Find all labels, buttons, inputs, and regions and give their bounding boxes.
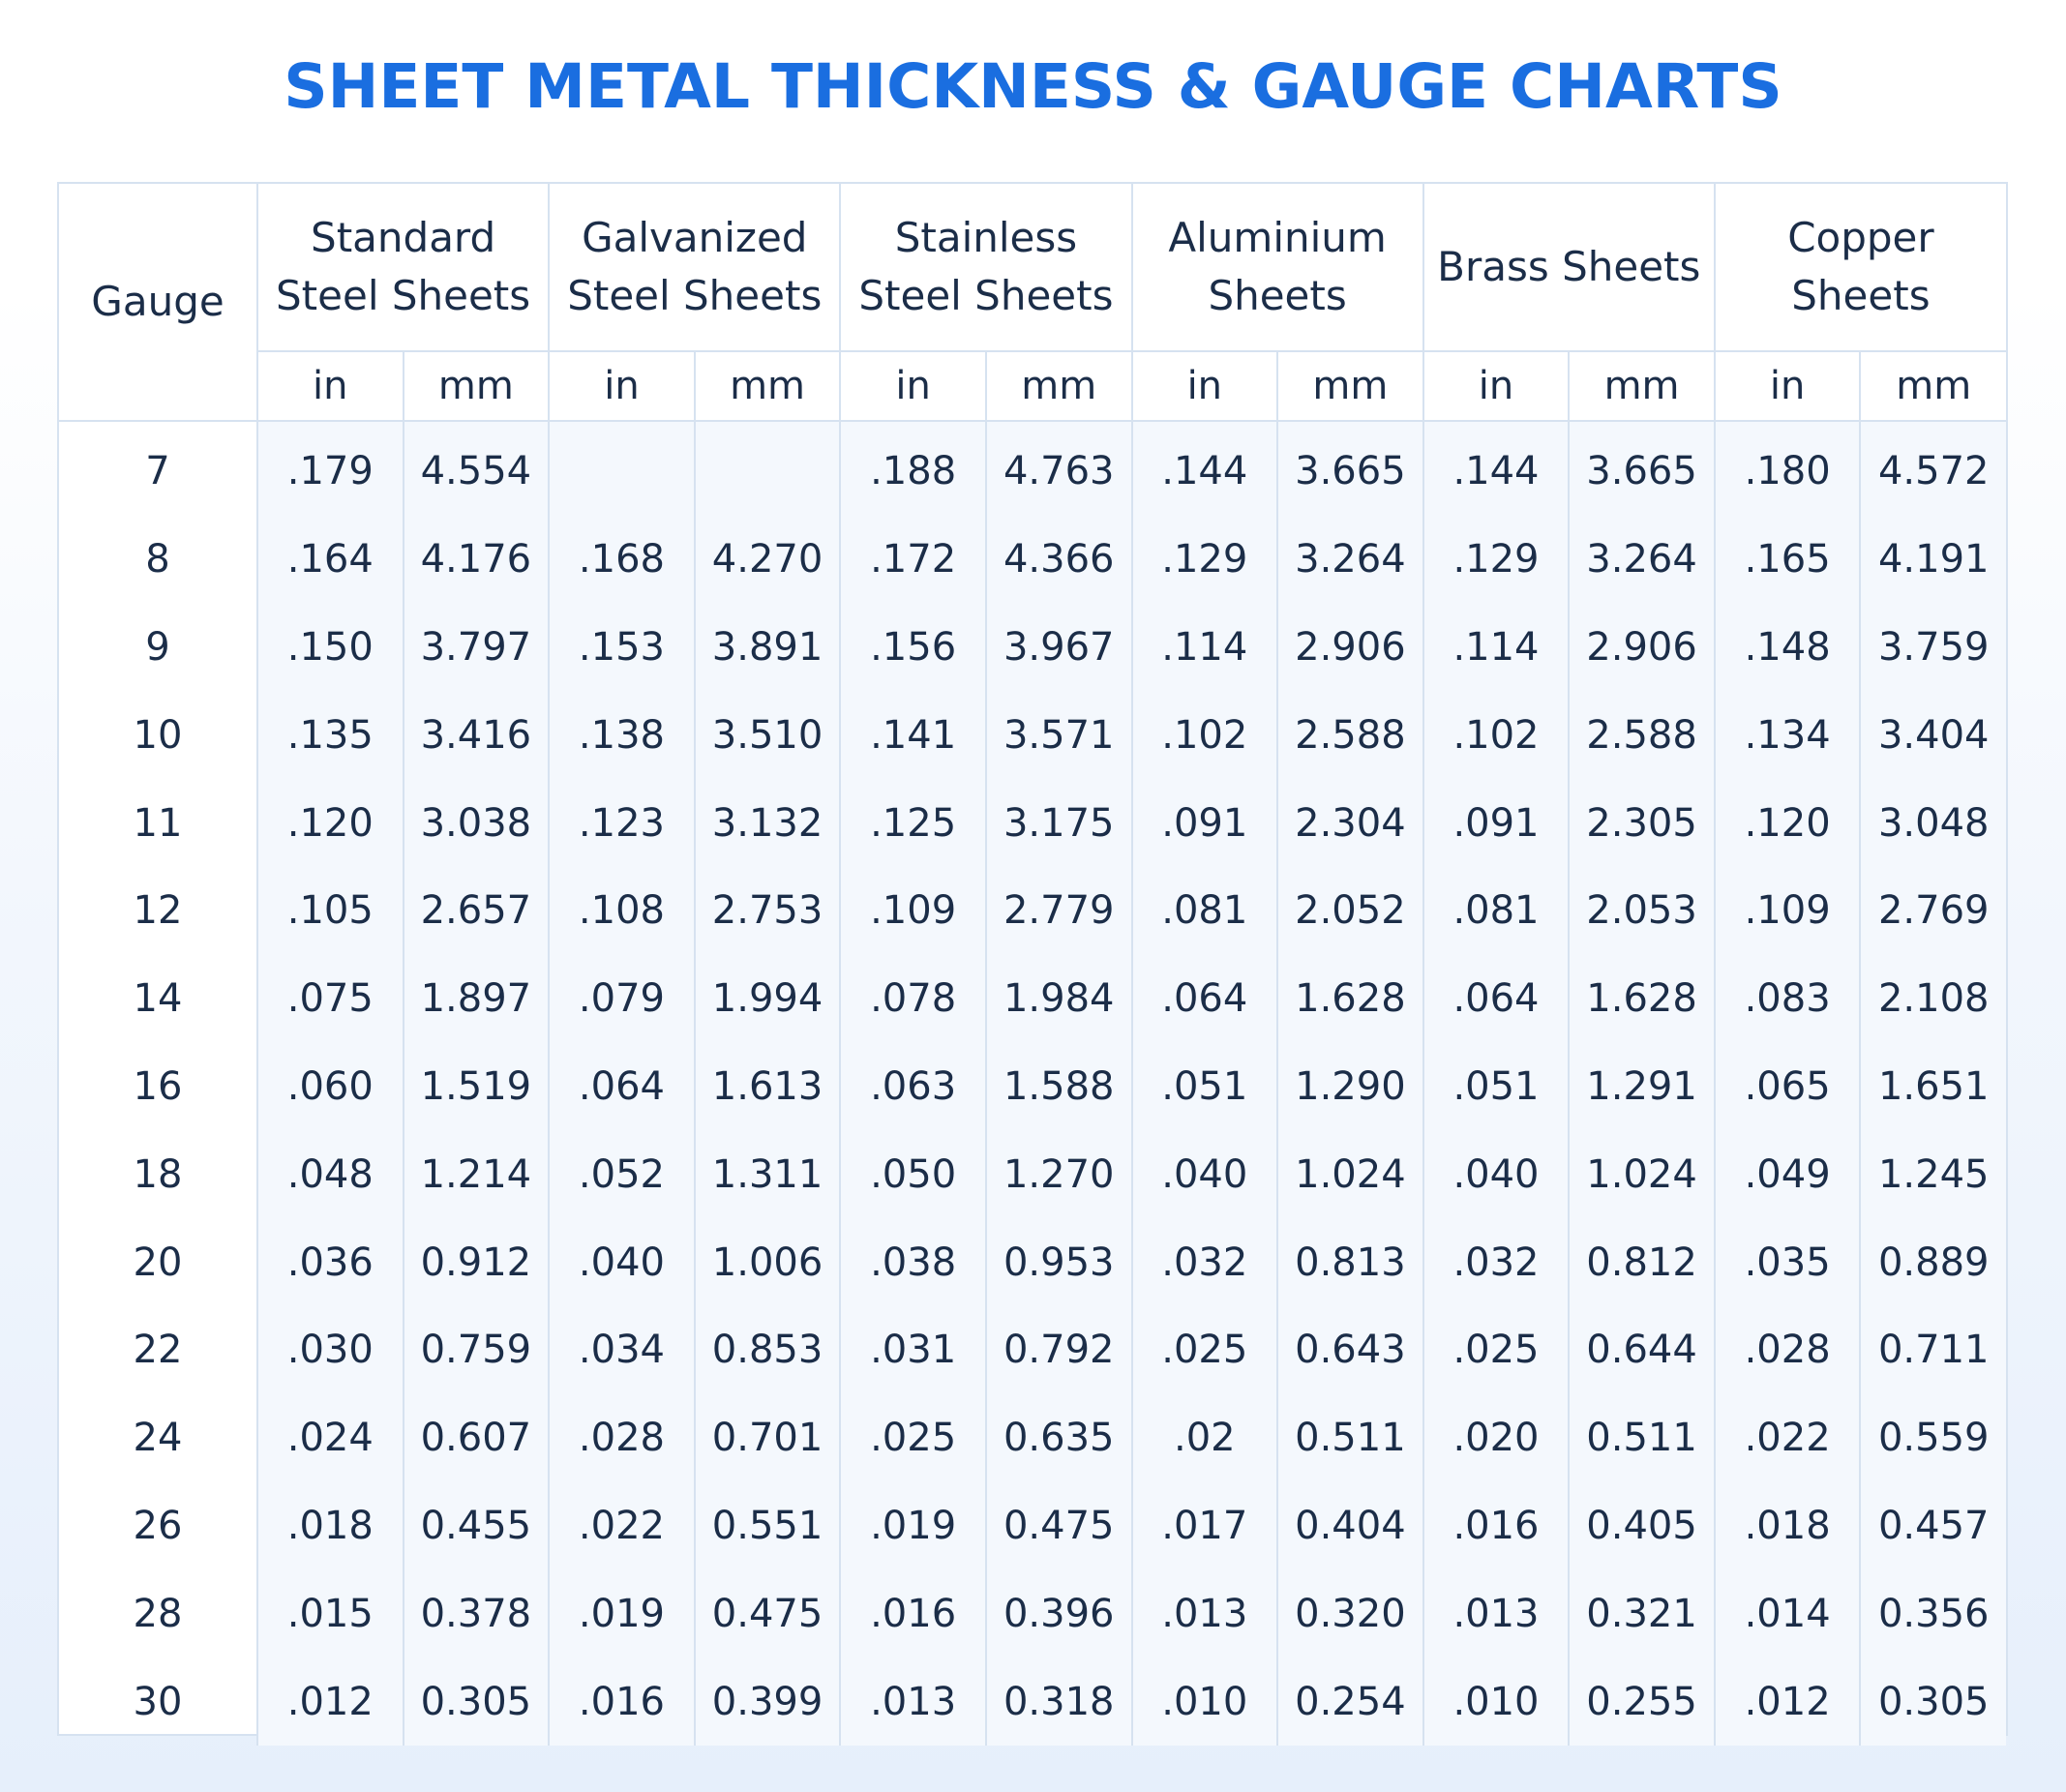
gauge-cell: 10 <box>59 691 257 779</box>
thickness-mm-cell: 1.214 <box>404 1130 550 1218</box>
thickness-mm-cell: 1.651 <box>1860 1043 2006 1131</box>
thickness-mm-cell: 3.665 <box>1277 421 1423 516</box>
thickness-in-cell: .102 <box>1423 691 1570 779</box>
thickness-mm-cell: 3.264 <box>1569 516 1715 604</box>
thickness-in-cell: .156 <box>840 604 986 692</box>
thickness-mm-cell: 3.759 <box>1860 604 2006 692</box>
thickness-in-cell: .168 <box>549 516 695 604</box>
thickness-in-cell: .025 <box>1423 1306 1570 1394</box>
thickness-mm-cell: 3.264 <box>1277 516 1423 604</box>
thickness-in-cell: .048 <box>257 1130 404 1218</box>
table-row <box>59 604 2006 692</box>
header-line: Steel Sheets <box>567 272 823 319</box>
thickness-in-cell: .150 <box>257 604 404 692</box>
unit-header: in <box>257 351 404 421</box>
table-row <box>59 1569 2006 1658</box>
thickness-in-cell: .081 <box>1423 867 1570 955</box>
thickness-in-cell: .064 <box>549 1043 695 1131</box>
thickness-in-cell: .019 <box>840 1482 986 1570</box>
header-line: Stainless <box>894 214 1078 261</box>
thickness-in-cell: .016 <box>1423 1482 1570 1570</box>
thickness-in-cell: .123 <box>549 779 695 867</box>
thickness-in-cell: .134 <box>1715 691 1861 779</box>
thickness-in-cell: .025 <box>840 1394 986 1482</box>
thickness-in-cell: .120 <box>257 779 404 867</box>
thickness-mm-cell: 0.711 <box>1860 1306 2006 1394</box>
header-line: Copper <box>1787 214 1934 261</box>
table-row <box>59 1394 2006 1482</box>
thickness-in-cell: .013 <box>1132 1569 1278 1658</box>
thickness-in-cell: .032 <box>1132 1218 1278 1306</box>
thickness-in-cell: .172 <box>840 516 986 604</box>
thickness-mm-cell: 0.305 <box>1860 1658 2006 1746</box>
header-line: Sheets <box>1791 272 1931 319</box>
header-line: Brass Sheets <box>1437 243 1701 290</box>
thickness-in-cell: .141 <box>840 691 986 779</box>
thickness-in-cell: .024 <box>257 1394 404 1482</box>
thickness-in-cell: .153 <box>549 604 695 692</box>
thickness-mm-cell: 2.906 <box>1569 604 1715 692</box>
gauge-cell: 16 <box>59 1043 257 1131</box>
thickness-in-cell: .108 <box>549 867 695 955</box>
thickness-in-cell: .129 <box>1423 516 1570 604</box>
table-row <box>59 867 2006 955</box>
thickness-mm-cell: 4.554 <box>404 421 550 516</box>
thickness-mm-cell: 1.984 <box>986 955 1132 1043</box>
thickness-mm-cell: 3.404 <box>1860 691 2006 779</box>
thickness-in-cell: .065 <box>1715 1043 1861 1131</box>
thickness-in-cell: .020 <box>1423 1394 1570 1482</box>
thickness-mm-cell: 3.132 <box>695 779 841 867</box>
header-line: Aluminium <box>1168 214 1387 261</box>
thickness-in-cell: .083 <box>1715 955 1861 1043</box>
unit-header: in <box>549 351 695 421</box>
thickness-mm-cell: 1.897 <box>404 955 550 1043</box>
thickness-in-cell: .052 <box>549 1130 695 1218</box>
thickness-in-cell: .049 <box>1715 1130 1861 1218</box>
thickness-mm-cell: 2.053 <box>1569 867 1715 955</box>
thickness-mm-cell: 1.519 <box>404 1043 550 1131</box>
thickness-in-cell: .013 <box>1423 1569 1570 1658</box>
page-title: SHEET METAL THICKNESS & GAUGE CHARTS <box>284 51 1782 122</box>
thickness-mm-cell: 4.763 <box>986 421 1132 516</box>
thickness-in-cell: .018 <box>1715 1482 1861 1570</box>
thickness-mm-cell: 0.399 <box>695 1658 841 1746</box>
gauge-chart-table <box>57 182 2008 1736</box>
thickness-in-cell: .012 <box>257 1658 404 1746</box>
gauge-cell: 18 <box>59 1130 257 1218</box>
thickness-mm-cell: 0.318 <box>986 1658 1132 1746</box>
thickness-in-cell: .015 <box>257 1569 404 1658</box>
unit-header: mm <box>695 351 841 421</box>
header-line: Steel Sheets <box>276 272 531 319</box>
header-line: Galvanized <box>582 214 808 261</box>
header-brass <box>1423 184 1715 351</box>
thickness-mm-cell: 2.588 <box>1569 691 1715 779</box>
thickness-in-cell: .031 <box>840 1306 986 1394</box>
thickness-in-cell: .013 <box>840 1658 986 1746</box>
thickness-in-cell: .078 <box>840 955 986 1043</box>
thickness-mm-cell: 1.290 <box>1277 1043 1423 1131</box>
unit-header: in <box>1132 351 1278 421</box>
header-standard-steel <box>257 184 549 351</box>
unit-header: mm <box>1277 351 1423 421</box>
table-body <box>59 421 2006 1746</box>
table-row <box>59 779 2006 867</box>
thickness-mm-cell: 0.396 <box>986 1569 1132 1658</box>
thickness-in-cell: .018 <box>257 1482 404 1570</box>
gauge-table <box>59 184 2006 1746</box>
thickness-in-cell: .109 <box>1715 867 1861 955</box>
thickness-in-cell: .129 <box>1132 516 1278 604</box>
thickness-mm-cell: 0.511 <box>1277 1394 1423 1482</box>
thickness-mm-cell: 3.038 <box>404 779 550 867</box>
thickness-mm-cell: 4.270 <box>695 516 841 604</box>
thickness-mm-cell: 0.792 <box>986 1306 1132 1394</box>
thickness-mm-cell <box>695 421 841 516</box>
thickness-in-cell: .120 <box>1715 779 1861 867</box>
thickness-mm-cell: 3.797 <box>404 604 550 692</box>
thickness-mm-cell: 2.769 <box>1860 867 2006 955</box>
header-galvanized-steel <box>549 184 840 351</box>
thickness-in-cell: .028 <box>1715 1306 1861 1394</box>
gauge-cell: 12 <box>59 867 257 955</box>
thickness-mm-cell: 1.270 <box>986 1130 1132 1218</box>
thickness-in-cell: .144 <box>1132 421 1278 516</box>
table-row <box>59 516 2006 604</box>
thickness-mm-cell: 3.665 <box>1569 421 1715 516</box>
thickness-mm-cell: 0.511 <box>1569 1394 1715 1482</box>
table-row <box>59 691 2006 779</box>
thickness-mm-cell: 0.457 <box>1860 1482 2006 1570</box>
thickness-in-cell: .144 <box>1423 421 1570 516</box>
thickness-in-cell: .016 <box>549 1658 695 1746</box>
thickness-mm-cell: 0.701 <box>695 1394 841 1482</box>
thickness-mm-cell: 0.551 <box>695 1482 841 1570</box>
thickness-in-cell: .164 <box>257 516 404 604</box>
thickness-in-cell: .022 <box>1715 1394 1861 1482</box>
thickness-mm-cell: 2.906 <box>1277 604 1423 692</box>
table-row <box>59 421 2006 516</box>
thickness-mm-cell: 1.024 <box>1569 1130 1715 1218</box>
header-copper <box>1715 184 2006 351</box>
gauge-cell: 11 <box>59 779 257 867</box>
gauge-cell: 26 <box>59 1482 257 1570</box>
header-row-materials <box>59 184 2006 351</box>
thickness-mm-cell: 1.588 <box>986 1043 1132 1131</box>
thickness-mm-cell: 0.559 <box>1860 1394 2006 1482</box>
thickness-in-cell: .016 <box>840 1569 986 1658</box>
thickness-in-cell: .064 <box>1423 955 1570 1043</box>
gauge-cell: 24 <box>59 1394 257 1482</box>
thickness-in-cell: .040 <box>549 1218 695 1306</box>
thickness-mm-cell: 0.813 <box>1277 1218 1423 1306</box>
thickness-mm-cell: 1.006 <box>695 1218 841 1306</box>
thickness-mm-cell: 1.024 <box>1277 1130 1423 1218</box>
thickness-mm-cell: 2.779 <box>986 867 1132 955</box>
thickness-mm-cell: 1.245 <box>1860 1130 2006 1218</box>
gauge-cell: 8 <box>59 516 257 604</box>
thickness-mm-cell: 0.255 <box>1569 1658 1715 1746</box>
gauge-cell: 28 <box>59 1569 257 1658</box>
thickness-mm-cell: 3.416 <box>404 691 550 779</box>
thickness-mm-cell: 4.572 <box>1860 421 2006 516</box>
unit-header: in <box>1715 351 1861 421</box>
thickness-mm-cell: 0.254 <box>1277 1658 1423 1746</box>
thickness-mm-cell: 1.311 <box>695 1130 841 1218</box>
thickness-in-cell: .035 <box>1715 1218 1861 1306</box>
thickness-mm-cell: 0.404 <box>1277 1482 1423 1570</box>
table-row <box>59 1043 2006 1131</box>
thickness-mm-cell: 3.510 <box>695 691 841 779</box>
thickness-in-cell: .060 <box>257 1043 404 1131</box>
gauge-cell: 20 <box>59 1218 257 1306</box>
table-row <box>59 1130 2006 1218</box>
table-row <box>59 1306 2006 1394</box>
thickness-in-cell: .017 <box>1132 1482 1278 1570</box>
thickness-mm-cell: 3.571 <box>986 691 1132 779</box>
thickness-in-cell: .040 <box>1132 1130 1278 1218</box>
thickness-in-cell: .114 <box>1423 604 1570 692</box>
thickness-mm-cell: 2.588 <box>1277 691 1423 779</box>
thickness-in-cell: .051 <box>1132 1043 1278 1131</box>
gauge-cell: 14 <box>59 955 257 1043</box>
thickness-mm-cell: 3.891 <box>695 604 841 692</box>
header-row-units <box>59 351 2006 421</box>
unit-header: in <box>1423 351 1570 421</box>
thickness-in-cell: .022 <box>549 1482 695 1570</box>
thickness-in-cell: .091 <box>1423 779 1570 867</box>
thickness-in-cell: .091 <box>1132 779 1278 867</box>
thickness-in-cell: .028 <box>549 1394 695 1482</box>
thickness-mm-cell: 4.176 <box>404 516 550 604</box>
thickness-mm-cell: 0.455 <box>404 1482 550 1570</box>
thickness-in-cell: .179 <box>257 421 404 516</box>
thickness-mm-cell: 0.759 <box>404 1306 550 1394</box>
thickness-in-cell: .051 <box>1423 1043 1570 1131</box>
thickness-mm-cell: 4.191 <box>1860 516 2006 604</box>
thickness-in-cell: .109 <box>840 867 986 955</box>
gauge-cell: 30 <box>59 1658 257 1746</box>
thickness-mm-cell: 2.753 <box>695 867 841 955</box>
table-row <box>59 955 2006 1043</box>
thickness-in-cell: .105 <box>257 867 404 955</box>
thickness-mm-cell: 0.475 <box>695 1569 841 1658</box>
thickness-in-cell <box>549 421 695 516</box>
thickness-in-cell: .030 <box>257 1306 404 1394</box>
thickness-mm-cell: 2.052 <box>1277 867 1423 955</box>
table-row <box>59 1482 2006 1570</box>
unit-header: mm <box>404 351 550 421</box>
thickness-mm-cell: 1.291 <box>1569 1043 1715 1131</box>
header-line: Sheets <box>1208 272 1347 319</box>
thickness-in-cell: .010 <box>1423 1658 1570 1746</box>
thickness-in-cell: .032 <box>1423 1218 1570 1306</box>
gauge-cell: 9 <box>59 604 257 692</box>
thickness-mm-cell: 0.912 <box>404 1218 550 1306</box>
gauge-cell: 22 <box>59 1306 257 1394</box>
thickness-in-cell: .079 <box>549 955 695 1043</box>
thickness-in-cell: .036 <box>257 1218 404 1306</box>
header-aluminium <box>1132 184 1423 351</box>
thickness-mm-cell: 1.628 <box>1277 955 1423 1043</box>
thickness-in-cell: .148 <box>1715 604 1861 692</box>
thickness-in-cell: .081 <box>1132 867 1278 955</box>
thickness-in-cell: .050 <box>840 1130 986 1218</box>
thickness-mm-cell: 2.108 <box>1860 955 2006 1043</box>
thickness-mm-cell: 0.812 <box>1569 1218 1715 1306</box>
header-line: Standard <box>311 214 496 261</box>
thickness-in-cell: .138 <box>549 691 695 779</box>
thickness-in-cell: .102 <box>1132 691 1278 779</box>
thickness-mm-cell: 0.356 <box>1860 1569 2006 1658</box>
thickness-in-cell: .038 <box>840 1218 986 1306</box>
table-row <box>59 1658 2006 1746</box>
unit-header: mm <box>986 351 1132 421</box>
gauge-cell: 7 <box>59 421 257 516</box>
thickness-mm-cell: 2.657 <box>404 867 550 955</box>
thickness-mm-cell: 4.366 <box>986 516 1132 604</box>
thickness-mm-cell: 2.304 <box>1277 779 1423 867</box>
thickness-mm-cell: 1.994 <box>695 955 841 1043</box>
thickness-in-cell: .180 <box>1715 421 1861 516</box>
unit-header: mm <box>1860 351 2006 421</box>
thickness-mm-cell: 2.305 <box>1569 779 1715 867</box>
thickness-in-cell: .064 <box>1132 955 1278 1043</box>
thickness-in-cell: .114 <box>1132 604 1278 692</box>
thickness-mm-cell: 0.321 <box>1569 1569 1715 1658</box>
thickness-mm-cell: 3.048 <box>1860 779 2006 867</box>
thickness-in-cell: .014 <box>1715 1569 1861 1658</box>
thickness-in-cell: .063 <box>840 1043 986 1131</box>
thickness-mm-cell: 0.635 <box>986 1394 1132 1482</box>
thickness-mm-cell: 0.305 <box>404 1658 550 1746</box>
thickness-mm-cell: 0.953 <box>986 1218 1132 1306</box>
table-row <box>59 1218 2006 1306</box>
gauge-column-header: Gauge <box>59 184 257 421</box>
thickness-mm-cell: 0.378 <box>404 1569 550 1658</box>
thickness-in-cell: .040 <box>1423 1130 1570 1218</box>
thickness-mm-cell: 1.628 <box>1569 955 1715 1043</box>
thickness-mm-cell: 0.405 <box>1569 1482 1715 1570</box>
thickness-mm-cell: 0.889 <box>1860 1218 2006 1306</box>
thickness-mm-cell: 0.643 <box>1277 1306 1423 1394</box>
thickness-in-cell: .075 <box>257 955 404 1043</box>
thickness-in-cell: .012 <box>1715 1658 1861 1746</box>
thickness-mm-cell: 1.613 <box>695 1043 841 1131</box>
thickness-in-cell: .02 <box>1132 1394 1278 1482</box>
unit-header: mm <box>1569 351 1715 421</box>
header-line: Steel Sheets <box>858 272 1114 319</box>
thickness-mm-cell: 3.967 <box>986 604 1132 692</box>
thickness-mm-cell: 0.853 <box>695 1306 841 1394</box>
thickness-in-cell: .019 <box>549 1569 695 1658</box>
thickness-mm-cell: 0.475 <box>986 1482 1132 1570</box>
thickness-in-cell: .010 <box>1132 1658 1278 1746</box>
thickness-mm-cell: 3.175 <box>986 779 1132 867</box>
thickness-in-cell: .125 <box>840 779 986 867</box>
thickness-mm-cell: 0.644 <box>1569 1306 1715 1394</box>
header-stainless-steel <box>840 184 1131 351</box>
thickness-mm-cell: 0.320 <box>1277 1569 1423 1658</box>
thickness-in-cell: .188 <box>840 421 986 516</box>
thickness-in-cell: .165 <box>1715 516 1861 604</box>
thickness-mm-cell: 0.607 <box>404 1394 550 1482</box>
unit-header: in <box>840 351 986 421</box>
thickness-in-cell: .135 <box>257 691 404 779</box>
thickness-in-cell: .034 <box>549 1306 695 1394</box>
thickness-in-cell: .025 <box>1132 1306 1278 1394</box>
